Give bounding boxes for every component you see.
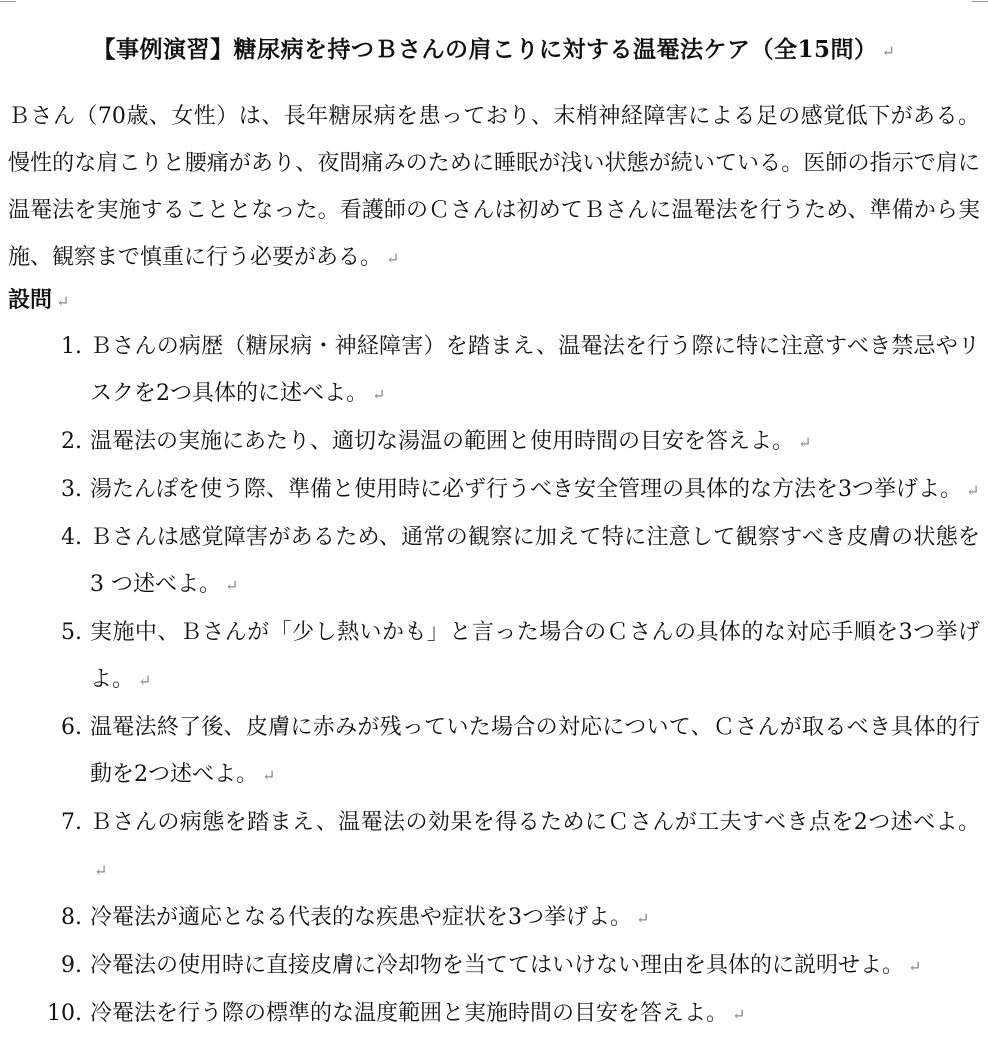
question-number: 8. xyxy=(61,905,82,930)
paragraph-mark-icon: ↵ xyxy=(262,766,276,785)
question-item xyxy=(8,514,980,609)
question-text: Ｂさんの病態を踏まえ、温罨法の効果を得るためにＣさんが工夫すべき点を2つ述べよ。 xyxy=(90,810,980,835)
question-item xyxy=(8,609,980,704)
paragraph-mark-icon: ↵ xyxy=(966,481,980,500)
paragraph-mark-icon: ↵ xyxy=(372,385,386,404)
section-heading xyxy=(8,283,980,319)
question-text: 冷罨法が適応となる代表的な疾患や症状を3つ挙げよ。 xyxy=(90,905,632,930)
question-number: 5. xyxy=(61,620,82,645)
question-text-wrap xyxy=(82,323,980,418)
question-number: 9. xyxy=(61,953,82,978)
paragraph-mark-icon: ↵ xyxy=(798,433,812,452)
question-text-wrap xyxy=(82,990,980,1038)
question-list xyxy=(8,323,980,1038)
question-item xyxy=(8,942,980,990)
question-text: 冷罨法を行う際の標準的な温度範囲と実施時間の目安を答えよ。 xyxy=(90,1001,729,1026)
document-title xyxy=(8,33,980,69)
question-number: 4. xyxy=(61,525,82,550)
paragraph-mark-icon: ↵ xyxy=(56,292,70,311)
paragraph-mark-icon: ↵ xyxy=(94,861,108,880)
question-text-wrap xyxy=(82,942,980,990)
question-text-wrap xyxy=(82,799,980,894)
case-description xyxy=(8,93,980,282)
question-item xyxy=(8,894,980,942)
question-text-wrap xyxy=(82,609,980,704)
question-number: 10. xyxy=(47,1001,82,1026)
question-text: 湯たんぽを使う際、準備と使用時に必ず行うべき安全管理の具体的な方法を3つ挙げよ。 xyxy=(90,477,962,502)
question-number: 3. xyxy=(61,477,82,502)
question-text-wrap xyxy=(82,514,980,609)
question-item xyxy=(8,323,980,418)
question-text: Ｂさんは感覚障害があるため、通常の観察に加えて特に注意して観察すべき皮膚の状態を 3 つ述べよ。 xyxy=(90,525,980,597)
question-text-wrap xyxy=(82,466,980,514)
question-text: Ｂさんの病歴（糖尿病・神経障害）を踏まえ、温罨法を行う際に特に注意すべき禁忌やリスクを2つ具体的に述べよ。 xyxy=(90,334,980,406)
question-text-wrap xyxy=(82,894,980,942)
question-item xyxy=(8,704,980,799)
question-item xyxy=(8,990,980,1038)
question-number: 2. xyxy=(61,429,82,454)
question-number: 1. xyxy=(61,334,82,359)
paragraph-mark-icon: ↵ xyxy=(881,42,896,61)
question-item xyxy=(8,466,980,514)
question-item xyxy=(8,799,980,894)
paragraph-mark-icon: ↵ xyxy=(732,1005,746,1024)
document-title-text: 【事例演習】糖尿病を持つＢさんの肩こりに対する温罨法ケア（全15問） xyxy=(92,36,878,63)
section-heading-text: 設問 xyxy=(8,287,53,313)
paragraph-mark-icon: ↵ xyxy=(908,957,922,976)
question-number: 7. xyxy=(61,810,82,835)
question-text: 温罨法終了後、皮膚に赤みが残っていた場合の対応について、Ｃさんが取るべき具体的行動を2つ述べよ。 xyxy=(90,715,980,787)
paragraph-mark-icon: ↵ xyxy=(386,249,400,268)
paragraph-mark-icon: ↵ xyxy=(138,671,152,690)
document-page xyxy=(8,0,980,1038)
question-number: 6. xyxy=(61,715,82,740)
case-description-text: Ｂさん（70歳、女性）は、長年糖尿病を患っており、末梢神経障害による足の感覚低下がある。慢性的な肩こりと腰痛があり、夜間痛みのために睡眠が浅い状態が続いている。医師の指示で肩に温罨法を実施することとなった。看護師のＣさんは初めてＢさんに温罨法を行うため、準備から実施、観察まで慎重に行う必要がある。 xyxy=(8,104,980,270)
question-text: 冷罨法の使用時に直接皮膚に冷却物を当ててはいけない理由を具体的に説明せよ。 xyxy=(90,953,905,978)
question-text-wrap xyxy=(82,704,980,799)
question-text: 実施中、Ｂさんが「少し熱いかも」と言った場合のＣさんの具体的な対応手順を3つ挙げよ。 xyxy=(90,620,981,692)
paragraph-mark-icon: ↵ xyxy=(225,576,239,595)
question-text: 温罨法の実施にあたり、適切な湯温の範囲と使用時間の目安を答えよ。 xyxy=(90,429,795,454)
question-item xyxy=(8,418,980,466)
paragraph-mark-icon: ↵ xyxy=(636,909,650,928)
question-text-wrap xyxy=(82,418,980,466)
